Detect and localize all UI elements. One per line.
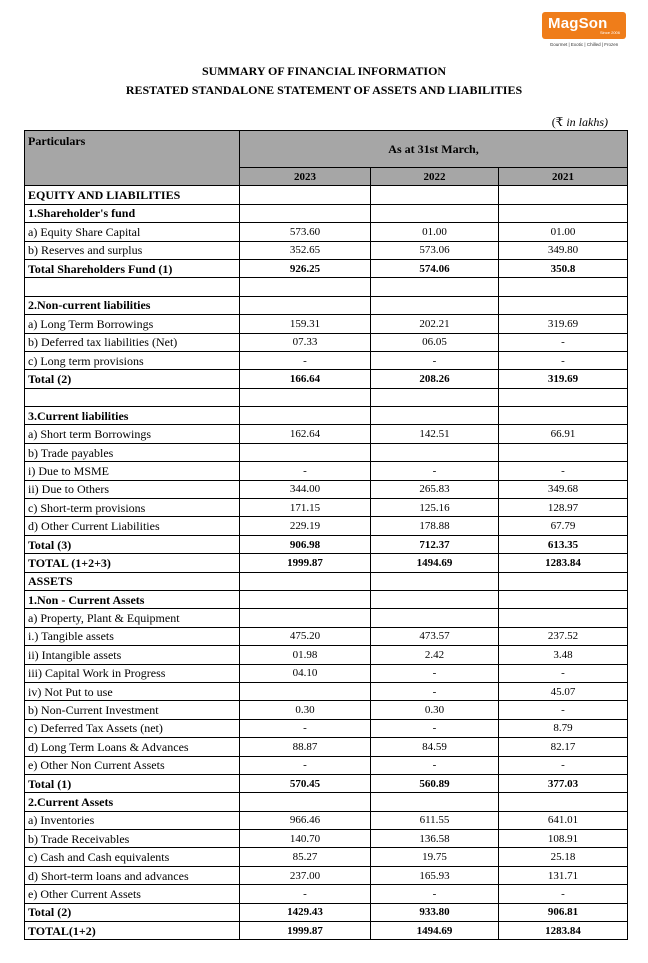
table-header-row-1 — [25, 131, 628, 168]
row-label: TOTAL(1+2) — [25, 922, 240, 940]
row-label: Total (2) — [25, 370, 240, 388]
row-label: i) Due to MSME — [25, 462, 240, 480]
row-value — [499, 296, 628, 314]
table-row — [25, 774, 628, 792]
table-row — [25, 572, 628, 590]
row-value: 136.58 — [371, 830, 499, 848]
table-row — [25, 535, 628, 553]
table-row — [25, 609, 628, 627]
row-label: 2.Current Assets — [25, 793, 240, 811]
row-label: 2.Non-current liabilities — [25, 296, 240, 314]
row-value: - — [499, 885, 628, 903]
table-row — [25, 204, 628, 222]
row-value: 906.81 — [499, 903, 628, 921]
row-value: 142.51 — [371, 425, 499, 443]
row-label: i.) Tangible assets — [25, 627, 240, 645]
table-row — [25, 499, 628, 517]
row-value: - — [371, 756, 499, 774]
table-row — [25, 462, 628, 480]
row-value: 140.70 — [240, 830, 371, 848]
row-label: a) Property, Plant & Equipment — [25, 609, 240, 627]
row-label: a) Inventories — [25, 811, 240, 829]
table-row — [25, 554, 628, 572]
row-value — [499, 186, 628, 204]
table-row — [25, 223, 628, 241]
row-value — [240, 407, 371, 425]
row-value — [240, 793, 371, 811]
row-value: - — [499, 333, 628, 351]
row-value: 1283.84 — [499, 922, 628, 940]
logo-brand: MagSon — [548, 15, 608, 32]
table-row — [25, 903, 628, 921]
row-label: b) Trade Receivables — [25, 830, 240, 848]
row-label: ASSETS — [25, 572, 240, 590]
table-row — [25, 259, 628, 277]
row-value: - — [499, 701, 628, 719]
row-value: 349.80 — [499, 241, 628, 259]
row-label: e) Other Current Assets — [25, 885, 240, 903]
row-value: - — [371, 351, 499, 369]
table-row — [25, 664, 628, 682]
row-value — [371, 204, 499, 222]
row-value: 574.06 — [371, 259, 499, 277]
row-value: 265.83 — [371, 480, 499, 498]
row-value: 350.8 — [499, 259, 628, 277]
table-row — [25, 793, 628, 811]
row-value — [499, 590, 628, 608]
row-value — [499, 388, 628, 406]
row-value — [240, 204, 371, 222]
row-value: 613.35 — [499, 535, 628, 553]
row-value: 171.15 — [240, 499, 371, 517]
unit-text: in lakhs) — [566, 115, 608, 129]
row-value — [240, 388, 371, 406]
row-value — [499, 443, 628, 461]
row-value: 108.91 — [499, 830, 628, 848]
row-value: 1999.87 — [240, 554, 371, 572]
row-value — [371, 572, 499, 590]
table-row — [25, 278, 628, 296]
header-year: 2023 — [240, 168, 371, 186]
row-value: 2.42 — [371, 646, 499, 664]
row-value — [240, 609, 371, 627]
row-value — [499, 204, 628, 222]
row-value: 229.19 — [240, 517, 371, 535]
row-value — [371, 278, 499, 296]
row-value: 573.06 — [371, 241, 499, 259]
header-particulars: Particulars — [25, 131, 240, 186]
row-value: 159.31 — [240, 315, 371, 333]
row-value: - — [371, 885, 499, 903]
table-row — [25, 848, 628, 866]
row-value: 85.27 — [240, 848, 371, 866]
row-value: 1429.43 — [240, 903, 371, 921]
row-value: 66.91 — [499, 425, 628, 443]
row-label: e) Other Non Current Assets — [25, 756, 240, 774]
header-year: 2022 — [371, 168, 499, 186]
row-label: a) Long Term Borrowings — [25, 315, 240, 333]
row-value: 352.65 — [240, 241, 371, 259]
row-label: b) Deferred tax liabilities (Net) — [25, 333, 240, 351]
row-value: 560.89 — [371, 774, 499, 792]
table-row — [25, 885, 628, 903]
row-value: 906.98 — [240, 535, 371, 553]
row-value: - — [240, 756, 371, 774]
row-value — [499, 572, 628, 590]
row-label: Total (2) — [25, 903, 240, 921]
row-value — [371, 296, 499, 314]
table-row — [25, 738, 628, 756]
table-row — [25, 811, 628, 829]
row-label: 1.Shareholder's fund — [25, 204, 240, 222]
row-value — [371, 590, 499, 608]
row-value: 07.33 — [240, 333, 371, 351]
row-value: 166.64 — [240, 370, 371, 388]
rupee-symbol: (₹ — [551, 115, 564, 129]
table-row — [25, 241, 628, 259]
row-value — [240, 186, 371, 204]
row-value — [371, 388, 499, 406]
row-value: 1494.69 — [371, 922, 499, 940]
row-label — [25, 388, 240, 406]
table-row — [25, 682, 628, 700]
row-value: - — [371, 682, 499, 700]
row-value: 06.05 — [371, 333, 499, 351]
row-value: 25.18 — [499, 848, 628, 866]
row-value: 3.48 — [499, 646, 628, 664]
row-value — [371, 793, 499, 811]
row-value — [371, 407, 499, 425]
row-label: 3.Current liabilities — [25, 407, 240, 425]
table-row — [25, 351, 628, 369]
row-label: Total (3) — [25, 535, 240, 553]
row-value — [240, 443, 371, 461]
row-value — [240, 590, 371, 608]
row-value: 128.97 — [499, 499, 628, 517]
logo-badge — [542, 12, 626, 39]
table-row — [25, 922, 628, 940]
row-value — [240, 572, 371, 590]
row-value: 01.98 — [240, 646, 371, 664]
row-label: b) Trade payables — [25, 443, 240, 461]
row-label: d) Short-term loans and advances — [25, 866, 240, 884]
row-value: 88.87 — [240, 738, 371, 756]
row-value — [499, 609, 628, 627]
row-value: 475.20 — [240, 627, 371, 645]
table-row — [25, 186, 628, 204]
row-value — [499, 407, 628, 425]
table-row — [25, 333, 628, 351]
row-value: - — [371, 462, 499, 480]
table-row — [25, 830, 628, 848]
row-value — [499, 793, 628, 811]
row-label: ii) Intangible assets — [25, 646, 240, 664]
row-value: - — [240, 462, 371, 480]
row-label: Total (1) — [25, 774, 240, 792]
table-row — [25, 370, 628, 388]
row-value: 237.00 — [240, 866, 371, 884]
row-label: TOTAL (1+2+3) — [25, 554, 240, 572]
row-label — [25, 278, 240, 296]
row-value: 349.68 — [499, 480, 628, 498]
row-value — [371, 609, 499, 627]
table-row — [25, 719, 628, 737]
table-row — [25, 443, 628, 461]
row-value: 84.59 — [371, 738, 499, 756]
row-label: iv) Not Put to use — [25, 682, 240, 700]
row-label: a) Equity Share Capital — [25, 223, 240, 241]
row-value: 8.79 — [499, 719, 628, 737]
row-value: 641.01 — [499, 811, 628, 829]
row-value: 162.64 — [240, 425, 371, 443]
table-row — [25, 480, 628, 498]
row-value: 377.03 — [499, 774, 628, 792]
row-label: c) Short-term provisions — [25, 499, 240, 517]
row-value: 202.21 — [371, 315, 499, 333]
row-label: d) Long Term Loans & Advances — [25, 738, 240, 756]
row-value: 0.30 — [240, 701, 371, 719]
row-value: 1999.87 — [240, 922, 371, 940]
row-value: 208.26 — [371, 370, 499, 388]
row-value: 178.88 — [371, 517, 499, 535]
row-label: c) Cash and Cash equivalents — [25, 848, 240, 866]
row-value: 570.45 — [240, 774, 371, 792]
row-value: 933.80 — [371, 903, 499, 921]
row-label: b) Reserves and surplus — [25, 241, 240, 259]
unit-note — [552, 115, 608, 130]
row-value: 319.69 — [499, 370, 628, 388]
row-value: 573.60 — [240, 223, 371, 241]
table-row — [25, 388, 628, 406]
row-value: 926.25 — [240, 259, 371, 277]
row-value: 01.00 — [371, 223, 499, 241]
table-row — [25, 627, 628, 645]
table-row — [25, 296, 628, 314]
row-value: - — [499, 462, 628, 480]
table-row — [25, 646, 628, 664]
row-value: 611.55 — [371, 811, 499, 829]
row-value: - — [240, 351, 371, 369]
row-label: a) Short term Borrowings — [25, 425, 240, 443]
row-value — [240, 682, 371, 700]
row-value: 01.00 — [499, 223, 628, 241]
row-label: EQUITY AND LIABILITIES — [25, 186, 240, 204]
row-value: 0.30 — [371, 701, 499, 719]
row-value: 966.46 — [240, 811, 371, 829]
row-value: 45.07 — [499, 682, 628, 700]
row-value: 1283.84 — [499, 554, 628, 572]
row-value — [240, 296, 371, 314]
financial-table — [24, 130, 628, 940]
row-value: - — [240, 719, 371, 737]
row-value: 125.16 — [371, 499, 499, 517]
row-value: - — [371, 719, 499, 737]
row-label: b) Non-Current Investment — [25, 701, 240, 719]
row-value — [371, 443, 499, 461]
row-value: - — [499, 351, 628, 369]
row-value: 04.10 — [240, 664, 371, 682]
table-row — [25, 315, 628, 333]
row-value: 237.52 — [499, 627, 628, 645]
row-value — [371, 186, 499, 204]
row-value: 67.79 — [499, 517, 628, 535]
row-value: 1494.69 — [371, 554, 499, 572]
document-title: SUMMARY OF FINANCIAL INFORMATION — [201, 64, 447, 78]
row-value: 19.75 — [371, 848, 499, 866]
row-label: 1.Non - Current Assets — [25, 590, 240, 608]
row-value — [240, 278, 371, 296]
row-label: iii) Capital Work in Progress — [25, 664, 240, 682]
row-label: c) Long term provisions — [25, 351, 240, 369]
magson-logo — [540, 12, 628, 50]
table-row — [25, 866, 628, 884]
table-row — [25, 407, 628, 425]
row-value: 712.37 — [371, 535, 499, 553]
row-value: 82.17 — [499, 738, 628, 756]
header-as-at: As at 31st March, — [240, 131, 628, 168]
table-row — [25, 425, 628, 443]
row-value: - — [499, 664, 628, 682]
row-label: c) Deferred Tax Assets (net) — [25, 719, 240, 737]
row-value: - — [371, 664, 499, 682]
row-label: d) Other Current Liabilities — [25, 517, 240, 535]
logo-since: Since 2006 — [599, 30, 620, 35]
row-value: - — [499, 756, 628, 774]
row-value — [499, 278, 628, 296]
table-row — [25, 590, 628, 608]
document-subtitle: RESTATED STANDALONE STATEMENT OF ASSETS AND LIABILITIES — [125, 83, 523, 97]
row-label: ii) Due to Others — [25, 480, 240, 498]
table-row — [25, 517, 628, 535]
row-label: Total Shareholders Fund (1) — [25, 259, 240, 277]
row-value: 131.71 — [499, 866, 628, 884]
row-value: 319.69 — [499, 315, 628, 333]
table-row — [25, 756, 628, 774]
header-year: 2021 — [499, 168, 628, 186]
row-value: 344.00 — [240, 480, 371, 498]
logo-tagline: Gourmet | Exotic | Chilled | Frozen — [549, 42, 619, 47]
row-value: 473.57 — [371, 627, 499, 645]
row-value: - — [240, 885, 371, 903]
table-row — [25, 701, 628, 719]
row-value: 165.93 — [371, 866, 499, 884]
